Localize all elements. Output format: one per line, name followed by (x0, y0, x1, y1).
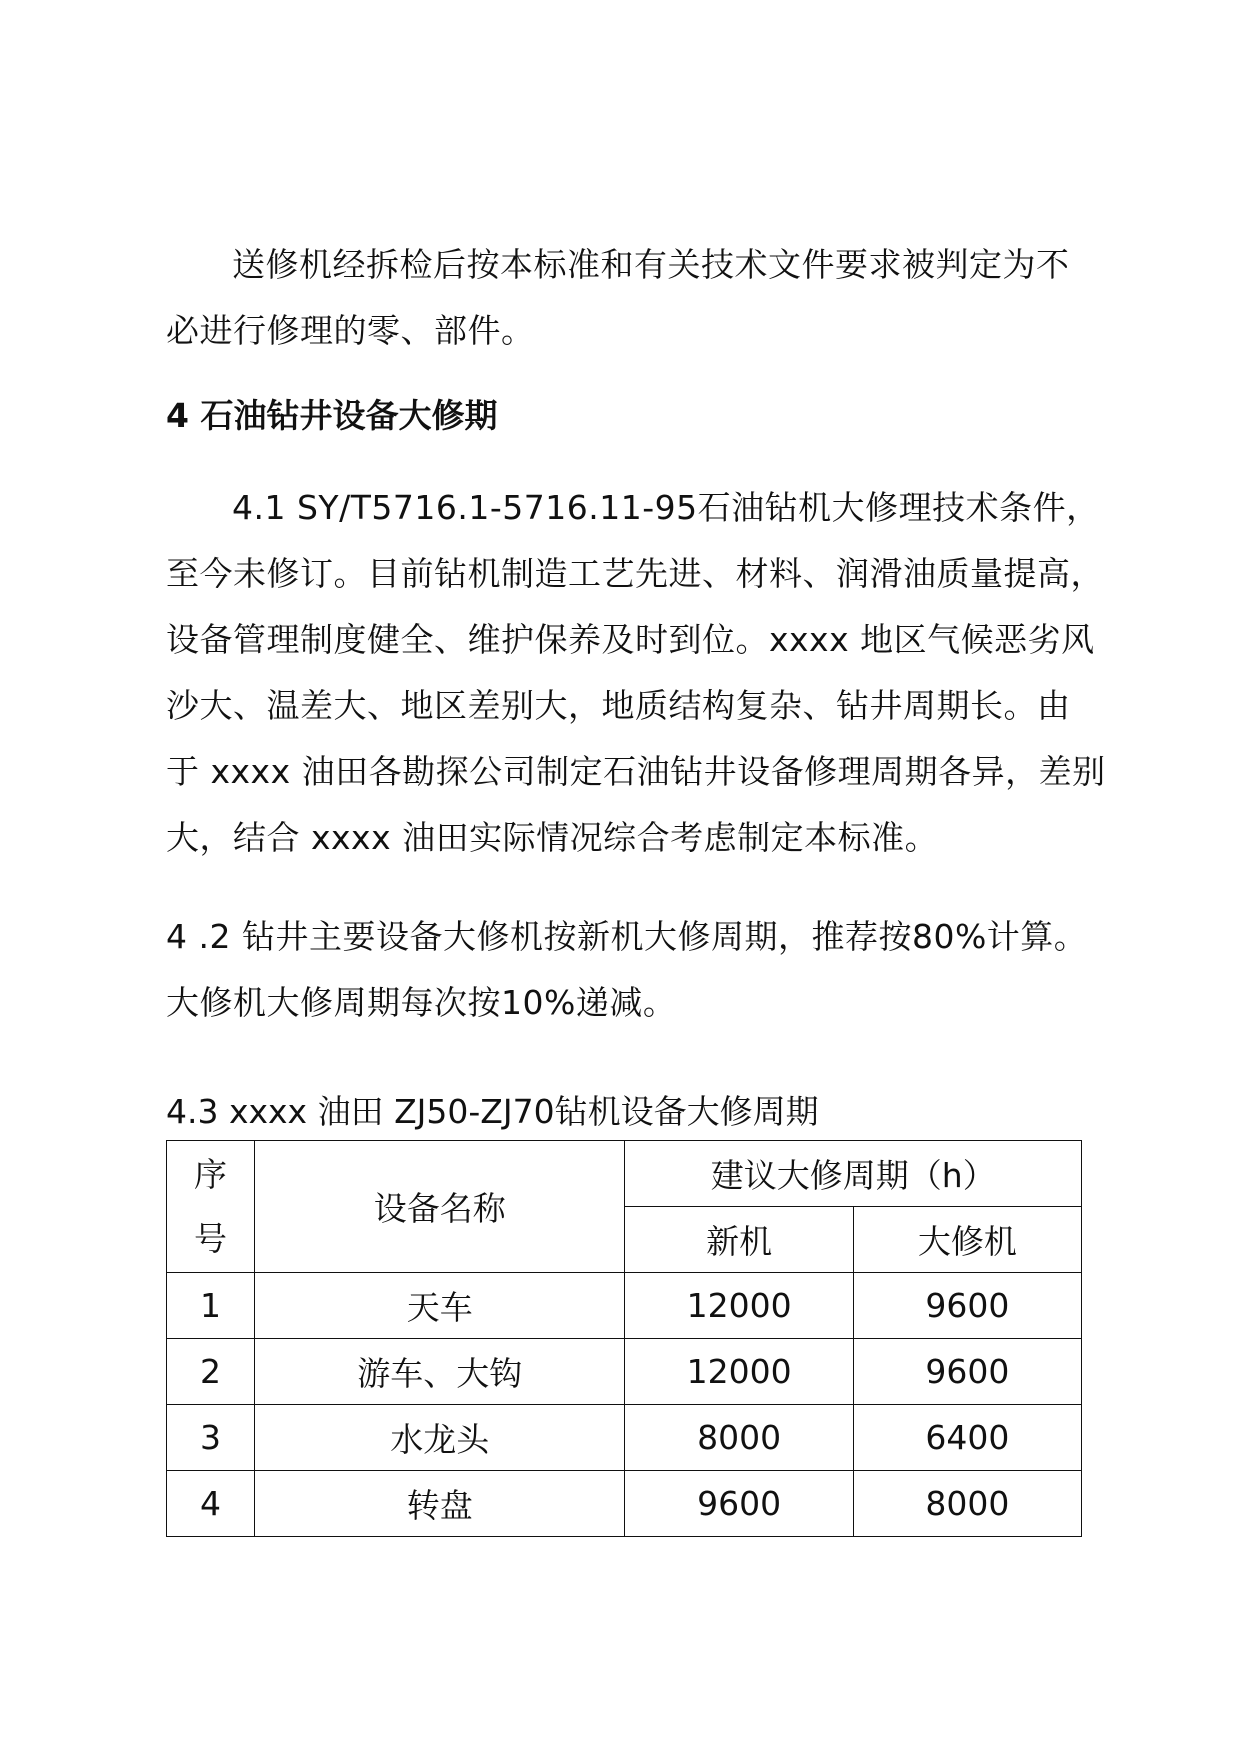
cell-new: 9600 (625, 1471, 853, 1537)
section-heading: 4 石油钻井设备大修期 (166, 396, 498, 435)
paragraph-line: 送修机经拆检后按本标准和有关技术文件要求被判定为不 (232, 245, 1070, 284)
cell-no: 3 (167, 1405, 255, 1471)
header-equipment-name: 设备名称 (255, 1141, 625, 1273)
paragraph-line: 至今未修订。目前钻机制造工艺先进、材料、润滑油质量提高， (166, 554, 1104, 593)
cell-overhauled: 8000 (853, 1471, 1081, 1537)
cell-new: 12000 (625, 1273, 853, 1339)
table-row (167, 1339, 1082, 1405)
cell-new: 8000 (625, 1405, 853, 1471)
overhaul-cycle-table (166, 1140, 1082, 1537)
cell-name: 转盘 (255, 1471, 625, 1537)
cell-name: 游车、大钩 (255, 1339, 625, 1405)
cell-overhauled: 6400 (853, 1405, 1081, 1471)
paragraph-line: 设备管理制度健全、维护保养及时到位。xxxx 地区气候恶劣风 (166, 620, 1095, 659)
cell-name: 水龙头 (255, 1405, 625, 1471)
section-3-tail-paragraph (166, 232, 1086, 364)
cell-name: 天车 (255, 1273, 625, 1339)
table-row (167, 1273, 1082, 1339)
paragraph-line: 大修机大修周期每次按10%递减。 (166, 983, 677, 1022)
cell-new: 12000 (625, 1339, 853, 1405)
paragraph-line: 4 .2 钻井主要设备大修机按新机大修周期，推荐按80%计算。 (166, 917, 1088, 956)
paragraph-line: 大，结合 xxxx 油田实际情况综合考虑制定本标准。 (166, 818, 939, 857)
cell-no: 2 (167, 1339, 255, 1405)
header-serial-no: 序 号 (167, 1141, 255, 1273)
paragraph-line: 4.1 SY/T5716.1-5716.11-95石油钻机大修理技术条件， (232, 488, 1100, 527)
paragraph-line: 于 xxxx 油田各勘探公司制定石油钻井设备修理周期各异，差别 (166, 752, 1106, 791)
cell-no: 4 (167, 1471, 255, 1537)
header-new-machine: 新机 (625, 1207, 853, 1273)
cell-no: 1 (167, 1273, 255, 1339)
paragraph-line: 必进行修理的零、部件。 (166, 311, 535, 350)
cell-overhauled: 9600 (853, 1339, 1081, 1405)
table-row (167, 1471, 1082, 1537)
table-caption: 4.3 xxxx 油田 ZJ50-ZJ70钻机设备大修周期 (166, 1092, 819, 1131)
paragraph-4-1 (166, 475, 1106, 871)
header-suggested-period: 建议大修周期（h） (625, 1141, 1082, 1207)
table-header-row (167, 1141, 1082, 1207)
paragraph-line: 沙大、温差大、地区差别大，地质结构复杂、钻井周期长。由 (166, 686, 1071, 725)
table-row (167, 1405, 1082, 1471)
header-overhauled-machine: 大修机 (853, 1207, 1081, 1273)
cell-overhauled: 9600 (853, 1273, 1081, 1339)
paragraph-4-2 (166, 904, 1086, 1036)
